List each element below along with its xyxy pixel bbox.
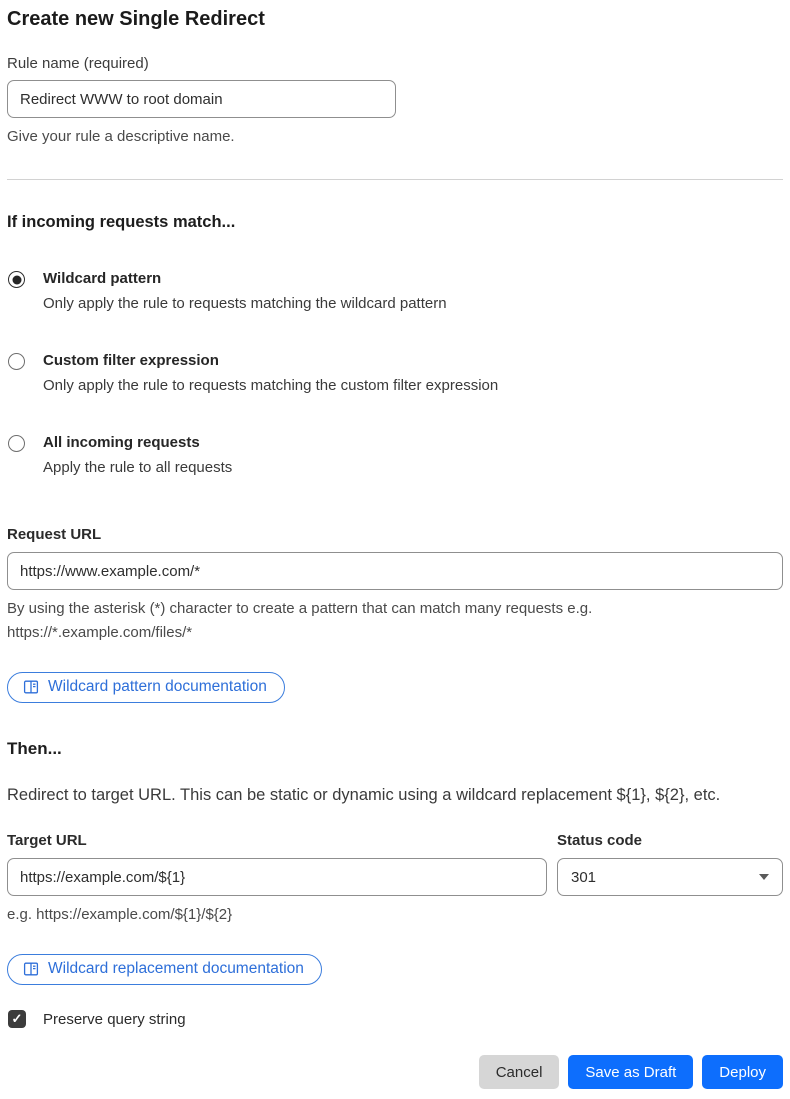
cancel-button[interactable]: Cancel (479, 1055, 560, 1089)
then-section-description: Redirect to target URL. This can be static or dynamic using a wildcard replacement ${1}, ${2}, etc. (7, 786, 721, 804)
status-code-select[interactable] (557, 858, 783, 896)
save-as-draft-button[interactable]: Save as Draft (568, 1055, 693, 1089)
book-icon (23, 961, 39, 977)
rule-name-helper: Give your rule a descriptive name. (7, 128, 235, 145)
radio-label-all-requests: All incoming requests (43, 434, 200, 451)
request-url-input[interactable] (7, 552, 783, 590)
book-icon (23, 679, 39, 695)
request-url-group (7, 526, 783, 703)
target-url-group (7, 832, 547, 896)
wildcard-pattern-doc-label: Wildcard pattern documentation (48, 678, 267, 695)
request-url-helper (7, 597, 783, 645)
request-url-label: Request URL (7, 526, 102, 543)
radio-button-wildcard-pattern[interactable] (8, 271, 25, 288)
status-code-value: 301 (571, 868, 597, 886)
match-radio-group (7, 269, 783, 478)
target-url-label: Target URL (7, 832, 87, 849)
wildcard-replacement-doc-button[interactable] (7, 954, 322, 985)
status-code-label: Status code (557, 832, 643, 849)
target-url-helper: e.g. https://example.com/${1}/${2} (7, 906, 233, 923)
radio-option-wildcard-pattern[interactable] (7, 269, 783, 314)
request-url-helper-line1: By using the asterisk (*) character to create a pattern that can match many requests e.g. (7, 600, 593, 617)
request-url-helper-line2: https://*.example.com/files/* (7, 624, 193, 641)
then-section-heading: Then... (7, 739, 62, 758)
radio-button-custom-filter[interactable] (8, 353, 25, 370)
preserve-query-string-row[interactable] (7, 1010, 783, 1028)
target-row (7, 832, 783, 896)
page-title: Create new Single Redirect (7, 8, 265, 30)
radio-option-custom-filter[interactable] (7, 351, 783, 396)
wildcard-replacement-doc-label: Wildcard replacement documentation (48, 960, 304, 977)
rule-name-group (7, 55, 783, 149)
target-url-input[interactable] (7, 858, 547, 896)
radio-desc-all-requests: Apply the rule to all requests (43, 459, 233, 476)
footer-actions (7, 1055, 783, 1089)
rule-name-label: Rule name (required) (7, 55, 149, 72)
wildcard-pattern-doc-button[interactable] (7, 672, 285, 703)
match-section-heading: If incoming requests match... (7, 213, 236, 231)
chevron-down-icon (759, 874, 769, 880)
preserve-query-string-label: Preserve query string (43, 1010, 186, 1028)
deploy-button[interactable]: Deploy (702, 1055, 783, 1089)
status-code-group (557, 832, 783, 896)
radio-desc-wildcard-pattern: Only apply the rule to requests matching the wildcard pattern (43, 295, 447, 312)
preserve-query-string-checkbox[interactable]: ✓ (8, 1010, 26, 1028)
radio-label-custom-filter: Custom filter expression (43, 352, 219, 369)
radio-option-all-requests[interactable] (7, 433, 783, 478)
radio-desc-custom-filter: Only apply the rule to requests matching the custom filter expression (43, 377, 499, 394)
radio-button-all-requests[interactable] (8, 435, 25, 452)
section-divider (7, 179, 783, 180)
rule-name-input[interactable] (7, 80, 396, 118)
radio-label-wildcard-pattern: Wildcard pattern (43, 270, 162, 287)
